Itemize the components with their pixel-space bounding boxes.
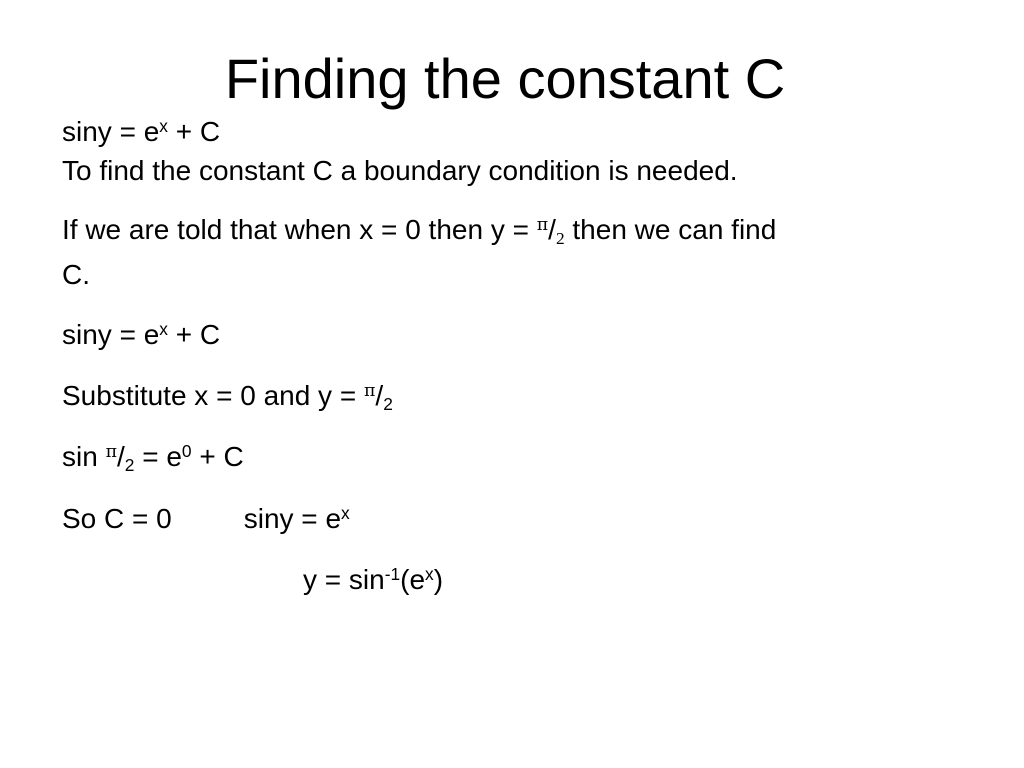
slide-title: Finding the constant C <box>224 47 786 110</box>
substituted-equation <box>62 441 244 473</box>
equation-text: siny = e <box>62 319 160 350</box>
statement-text: then we can find <box>564 214 777 245</box>
final-solution <box>303 564 443 596</box>
fraction-denominator: 2 <box>383 393 393 414</box>
equation-siny-ex-plus-c <box>62 319 220 351</box>
equation-text: (e <box>400 564 426 595</box>
statement-continuation: C. <box>62 259 90 290</box>
substitute-step <box>62 380 393 412</box>
equation-text: ) <box>433 564 444 595</box>
equation-text: siny = e <box>243 503 342 534</box>
fraction-denominator: 2 <box>555 228 565 248</box>
fraction-numerator: π <box>536 215 549 236</box>
fraction-numerator: π <box>105 442 117 463</box>
superscript: x <box>425 564 434 585</box>
step-text: Substitute x = 0 and y = <box>62 380 364 411</box>
boundary-condition-statement <box>62 214 776 246</box>
equation-text: sin <box>62 441 106 472</box>
equation-text: siny = e <box>62 116 160 147</box>
result-c-value: So C = 0 <box>62 503 172 534</box>
superscript: x <box>341 503 350 524</box>
fraction-slash: / <box>375 380 384 411</box>
fraction-numerator: π <box>363 381 376 402</box>
superscript: x <box>159 116 168 137</box>
equation-text: = e <box>134 441 182 472</box>
equation-text: + C <box>167 116 221 147</box>
superscript: 0 <box>181 441 192 462</box>
equation-siny-ex-plus-c <box>62 116 220 148</box>
statement-text: If we are told that when x = 0 then y = <box>62 214 537 245</box>
equation-text: y = sin <box>303 564 385 595</box>
equation-text: + C <box>191 441 244 472</box>
equation-text: + C <box>167 319 221 350</box>
fraction-denominator: 2 <box>124 454 135 475</box>
fraction-slash: / <box>548 214 556 245</box>
fraction-slash: / <box>117 441 125 472</box>
superscript: x <box>159 319 168 340</box>
result-line <box>62 503 350 535</box>
superscript: -1 <box>384 564 401 585</box>
boundary-condition-text: To find the constant C a boundary condition is needed. <box>62 155 738 186</box>
